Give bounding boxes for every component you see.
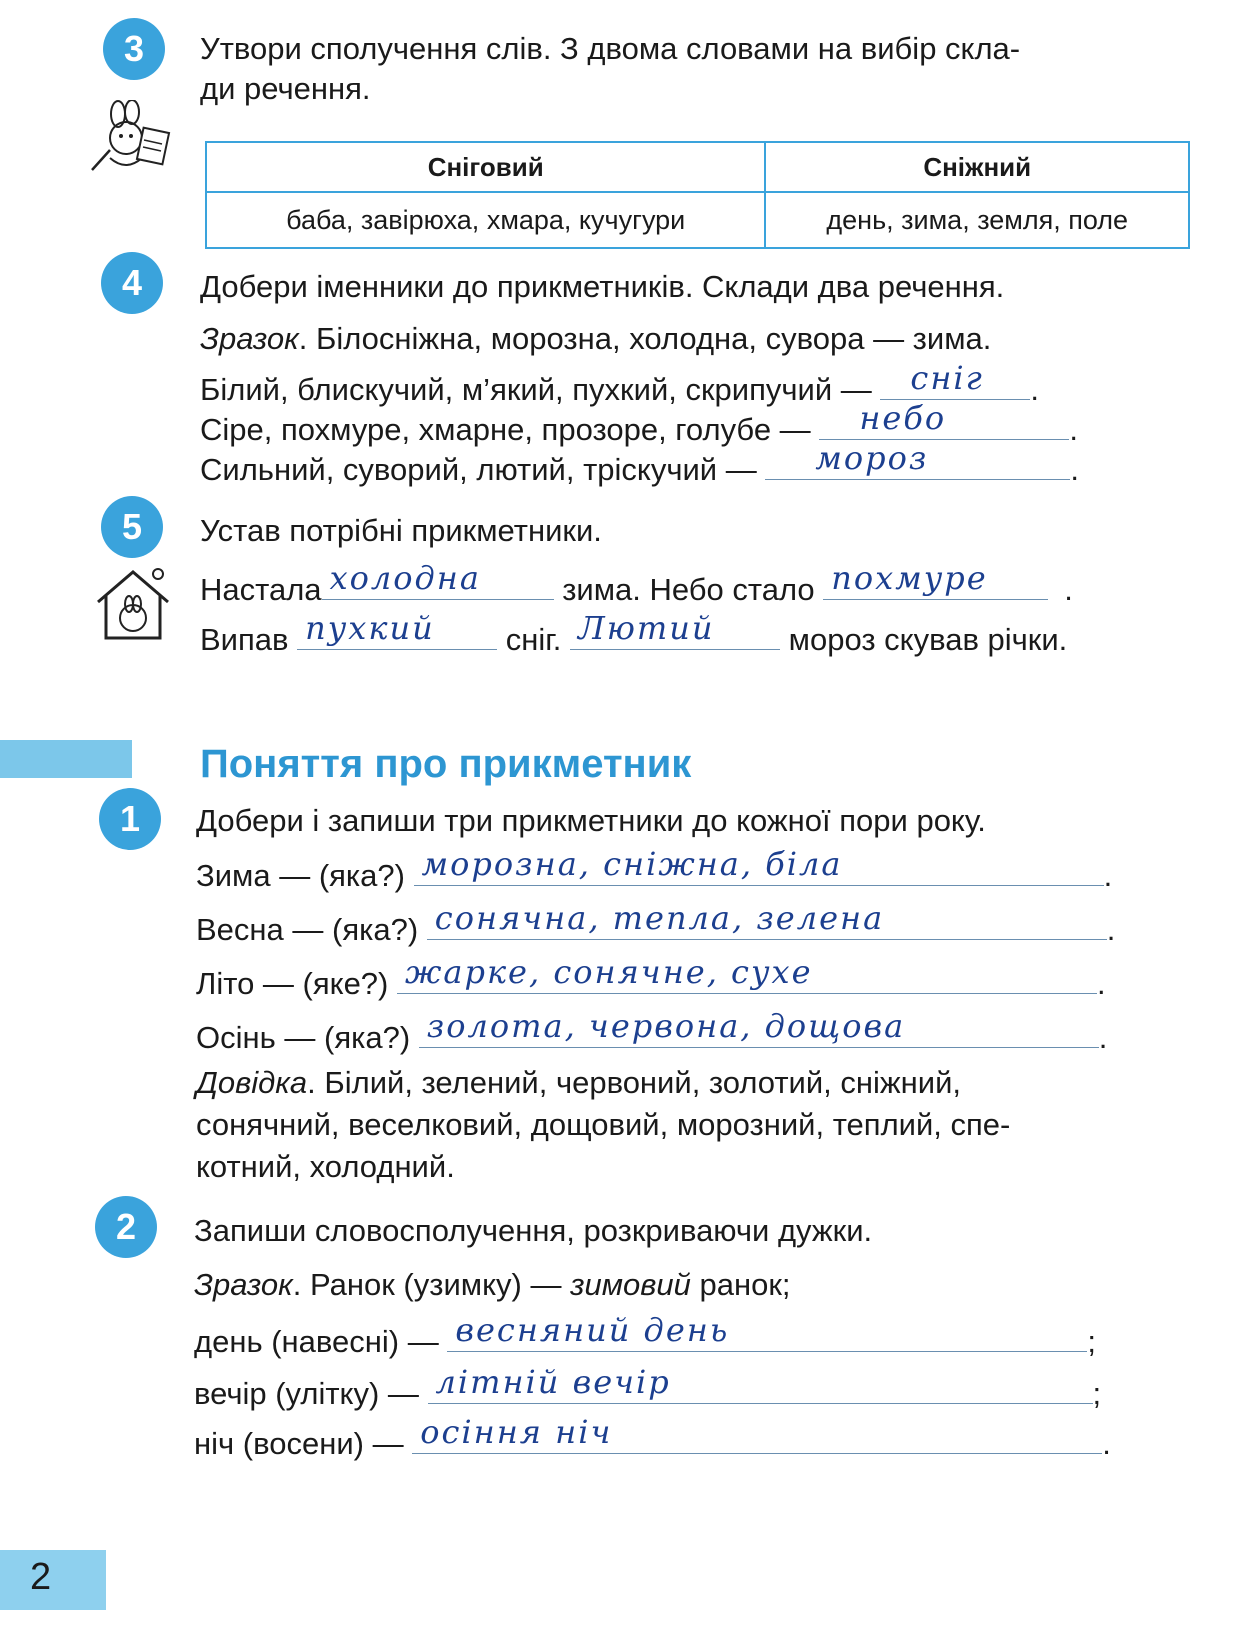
phrase-row — [194, 1362, 1102, 1412]
text-part: Випав — [200, 622, 289, 657]
answer-field[interactable] — [322, 558, 554, 600]
row-end: . — [1030, 372, 1040, 407]
row-end: ; — [1087, 1324, 1096, 1359]
task-number-badge: 1 — [99, 788, 161, 850]
season-label: Літо — (яке?) — [196, 966, 389, 1001]
handwritten-answer: Лютий — [578, 608, 715, 647]
ex2-instruction: Запиши словосполучення, розкриваючи дужки. — [194, 1213, 873, 1248]
task4-example — [200, 320, 991, 357]
text-part: зима. Небо стало — [562, 572, 815, 607]
row-end: . — [1103, 858, 1113, 893]
task-number-badge: 2 — [95, 1196, 157, 1258]
task-number-badge: 5 — [101, 496, 163, 558]
example-text: . Білосніжна, морозна, холодна, сувора — зима. — [298, 321, 992, 356]
text-part: сніг. — [505, 622, 562, 657]
answer-field[interactable] — [412, 1412, 1102, 1454]
text-part: мороз скував річки. — [788, 622, 1068, 657]
handwritten-answer: небо — [859, 398, 947, 437]
table-cell: баба, завірюха, хмара, кучугури — [206, 192, 765, 248]
task5-line1 — [200, 558, 1073, 608]
example-label: Зразок — [194, 1267, 293, 1302]
season-row — [196, 844, 1113, 894]
example-text: . Ранок (узимку) — — [292, 1267, 571, 1302]
word-table — [205, 141, 1190, 249]
row-end: . — [1098, 1020, 1108, 1055]
task4-instruction: Добери іменники до прикметників. Склади два речення. — [200, 269, 1005, 304]
help-line: котний, холодний. — [196, 1149, 455, 1184]
task4-row — [200, 438, 1079, 488]
row-end: . — [1102, 1426, 1111, 1461]
ex1-instruction: Добери і запиши три прикметники до кожної пори року. — [196, 803, 986, 838]
task5-instruction: Устав потрібні прикметники. — [200, 513, 602, 548]
row-end: . — [1106, 912, 1116, 947]
task4-row — [200, 398, 1078, 448]
task-number-badge: 3 — [103, 18, 165, 80]
example-answer: зимовий — [570, 1267, 691, 1302]
handwritten-answer: літній вечір — [435, 1362, 671, 1401]
answer-field[interactable] — [880, 358, 1030, 400]
task3-instruction-line1: Утвори сполучення слів. З двома словами на вибір скла- — [200, 31, 1021, 66]
text-part: Настала — [200, 572, 322, 607]
row-prefix: вечір (улітку) — — [194, 1376, 419, 1411]
phrase-row — [194, 1310, 1096, 1360]
handwritten-answer: весняний день — [455, 1310, 730, 1349]
row-prefix: Сильний, суворий, лютий, тріскучий — — [200, 452, 757, 487]
handwritten-answer: пухкий — [305, 608, 435, 647]
reading-rabbit-icon — [88, 100, 174, 178]
row-end: . — [1070, 452, 1079, 487]
table-cell: день, зима, земля, поле — [765, 192, 1189, 248]
answer-field[interactable] — [765, 438, 1070, 480]
row-prefix: ніч (восени) — — [194, 1426, 404, 1461]
page-number-box — [0, 1550, 106, 1610]
answer-field[interactable] — [570, 608, 780, 650]
section-title: Поняття про прикметник — [200, 742, 692, 786]
page-number: 2 — [30, 1556, 52, 1598]
phrase-row — [194, 1412, 1111, 1462]
row-prefix: Білий, блискучий, м’який, пухкий, скрипучий — — [200, 372, 872, 407]
row-end: . — [1097, 966, 1106, 1001]
season-label: Зима — (яка?) — [196, 858, 405, 893]
handwritten-answer: жарке, сонячне, сухе — [405, 952, 813, 991]
ex2-example — [194, 1266, 791, 1303]
row-prefix: Сіре, похмуре, хмарне, прозоре, голубе — — [200, 412, 811, 447]
handwritten-answer: сніг — [910, 358, 984, 397]
help-text: . Білий, зелений, червоний, золотий, сніжний, — [307, 1065, 962, 1100]
task5-line2 — [200, 608, 1068, 658]
task-number-badge: 4 — [101, 252, 163, 314]
season-row — [196, 898, 1116, 948]
help-line — [196, 1064, 961, 1101]
answer-field[interactable] — [427, 898, 1107, 940]
handwritten-answer: осіння ніч — [420, 1412, 613, 1451]
season-label: Осінь — (яка?) — [196, 1020, 411, 1055]
example-label: Зразок — [200, 321, 299, 356]
text-part: . — [1064, 572, 1073, 607]
season-label: Весна — (яка?) — [196, 912, 419, 947]
answer-field[interactable] — [823, 558, 1048, 600]
handwritten-answer: морозна, сніжна, біла — [421, 844, 843, 883]
season-row — [196, 952, 1106, 1002]
task3-instruction-line2: ди речення. — [200, 71, 371, 106]
answer-field[interactable] — [447, 1310, 1087, 1352]
answer-field[interactable] — [819, 398, 1069, 440]
handwritten-answer: сонячна, тепла, зелена — [434, 898, 885, 937]
table-header-snihovyi: Сніговий — [206, 142, 765, 192]
table-header-snizhnyi: Сніжний — [765, 142, 1189, 192]
house-icon — [92, 566, 174, 644]
row-end: . — [1069, 412, 1078, 447]
season-row — [196, 1006, 1108, 1056]
handwritten-answer: похмуре — [831, 558, 988, 597]
handwritten-answer: мороз — [815, 438, 929, 477]
row-prefix: день (навесні) — — [194, 1324, 439, 1359]
answer-field[interactable] — [419, 1006, 1099, 1048]
help-label: Довідка — [196, 1065, 308, 1100]
help-line: сонячний, веселковий, дощовий, морозний, теплий, спе- — [196, 1107, 1011, 1142]
answer-field[interactable] — [297, 608, 497, 650]
answer-field[interactable] — [414, 844, 1104, 886]
section-marker — [0, 740, 132, 778]
answer-field[interactable] — [428, 1362, 1093, 1404]
example-text: ранок; — [690, 1267, 791, 1302]
answer-field[interactable] — [397, 952, 1097, 994]
handwritten-answer: золота, червона, дощова — [426, 1006, 906, 1045]
row-end: ; — [1092, 1376, 1102, 1411]
handwritten-answer: холодна — [329, 558, 481, 597]
